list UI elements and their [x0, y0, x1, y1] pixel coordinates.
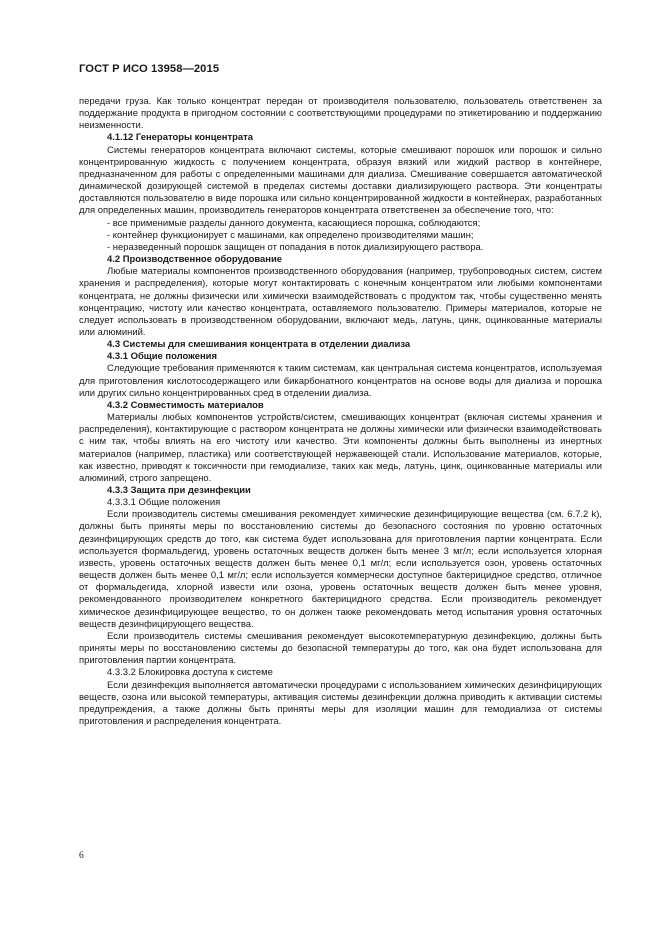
heading-4-3-2: 4.3.2 Совместимость материалов: [107, 399, 264, 411]
paragraph-heat-disinfection: Если производитель системы смешивания рекомендует высокотемпературную дезинфекцию, должны быть приняты меры по восстановлению системы до безопасной температуры до того, как она будет использована для приготовления партии концентрата.: [79, 630, 602, 667]
paragraph-continuation: передачи груза. Как только концентрат передан от производителя пользователю, пользователь ответственен за поддержание продукта в пригодном состоянии с соответствующими процедурами по этикетированию и поддержанию неизменности.: [79, 96, 602, 132]
list-item: - все применимые разделы данного документа, касающиеся порошка, соблюдаются;: [107, 217, 481, 229]
heading-4-1-12: 4.1.12 Генераторы концентрата: [107, 132, 253, 144]
heading-4-3-3-1: 4.3.3.1 Общие положения: [107, 497, 221, 509]
heading-4-3-1: 4.3.1 Общие положения: [107, 351, 217, 363]
paragraph-production-equipment: Любые материалы компонентов производственного оборудования (например, трубопроводных систем, систем хранения и распределения), которые могут контактировать с конечным концентратом или любыми компонентами концентрата, не должны физически или химически взаимодействовать с продуктом так, чтобы существенно менять концентрацию, чистоту или качество концентрата, оставляемого пользователю. Примеры материалов, которые не следует использовать в производственном оборудовании, включают медь, латунь, цинк, оцинкованные материалы или алюминий.: [79, 266, 602, 338]
heading-4-2: 4.2 Производственное оборудование: [107, 254, 283, 266]
list-item: - неразведенный порошок защищен от попадания в поток диализирующего раствора.: [107, 241, 484, 253]
heading-4-3: 4.3 Системы для смешивания концентрата в отделении диализа: [107, 339, 411, 351]
page-content: [79, 96, 602, 728]
paragraph-general-provisions: Следующие требования применяются к таким системам, как центральная система концентратов, используемая для приготовления кислотосодержащего или бикарбонатного концентратов на основе воды для диализа и порошка или других сильно концентрированных сред в отделении диализа.: [79, 363, 602, 399]
standard-header: ГОСТ Р ИСО 13958—2015: [79, 63, 220, 75]
heading-4-3-3-2: 4.3.3.2 Блокировка доступа к системе: [107, 667, 273, 679]
paragraph-material-compatibility: Материалы любых компонентов устройств/систем, смешивающих концентрат (включая системы хранения и распределения), контактирующие с раствором концентрата не должны химически или физически взаимодействовать с ним так, чтобы влиять на его чистоту или качество. Эти компоненты должны быть выполнены из инертных материалов (например, пластика) или соответствующей нержавеющей стали. Использование материалов, которые, как известно, приводят к токсичности при гемодиализе, таких как медь, латунь, цинк, оцинкованные материалы или алюминий, строго запрещено.: [79, 412, 602, 484]
page-number: 6: [79, 851, 84, 861]
list-item: - контейнер функционирует с машинами, как определено производителями машин;: [107, 229, 474, 241]
paragraph-access-lockout: Если дезинфекция выполняется автоматически процедурами с использованием химических дезинфицирующих веществ, озона или высокой температуры, активация системы дезинфекции должна приводить к активации системы предупреждения, а также должны быть приняты меры для изоляции машин для гемодиализа от системы приготовления и распределения концентрата.: [79, 679, 602, 727]
paragraph-concentrate-generators: Системы генераторов концентрата включают системы, которые смешивают порошок или порошок и сильно концентрированную жидкость с получением концентрата, образуя вязкий или жидкий раствор в контейнере, предназначенном для работы с определенными машинами для диализа. Смешивание совершается автоматической динамической дозирующей системой в пределах системы доставки диализирующего раствора. Эти концентраты доставляются пользователю в виде порошка или сильно концентрированной жидкости в контейнерах, разработанных для определенных машин, производитель генераторов концентрата ответственен за обеспечение того, что:: [79, 144, 602, 217]
paragraph-chemical-disinfection: Если производитель системы смешивания рекомендует химические дезинфицирующие вещества (см. 6.7.2 k), должны быть приняты меры по восстановлению системы до безопасного состояния по уровню остаточных дезинфицирующих средств до того, как система будет использована для приготовления партии концентрата. Если используется формальдегид, уровень остаточных веществ должен быть менее 3 мг/л; если используется хлорная известь, уровень остаточных веществ должен быть менее 0,1 мг/л; если используется озон, уровень остаточных веществ должен быть менее 0,1 мг/л; если используется коммерчески доступное бактерицидное средство, отличное от формальдегида, хлорной извести или озона, уровень остаточных веществ должен быть менее уровня, рекомендованного производителем конкретного бактерицидного средства. Если производитель рекомендует химическое дезинфицирующее вещество, то он должен также рекомендовать метод испытания уровня остаточных веществ дезинфицирующего вещества.: [79, 509, 602, 630]
heading-4-3-3: 4.3.3 Защита при дезинфекции: [107, 485, 251, 496]
